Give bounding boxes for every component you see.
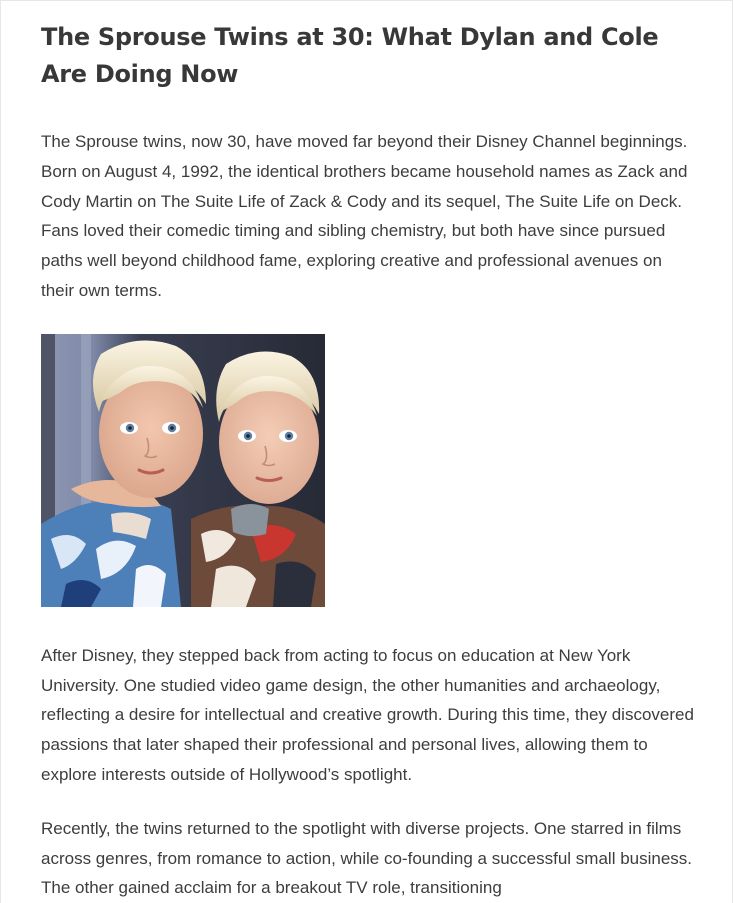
article-paragraph: Recently, the twins returned to the spotlight with diverse projects. One starred in films across genres, from romance to action, while co-founding a successful small business. The other gained acclaim for a breakout TV role, transitioning — [41, 818, 693, 898]
article-photo — [41, 334, 325, 607]
twins-photo-icon — [41, 334, 325, 607]
article-title: The Sprouse Twins at 30: What Dylan and Cole Are Doing Now — [41, 23, 659, 88]
article-paragraph: After Disney, they stepped back from acting to focus on education at New York University. One studied video game design, the other humanities and archaeology, reflecting a desire for intellectual and creative growth. During this time, they discovered passions that later shaped their professional and personal lives, allowing them to explore interests outside of Hollywood’s spotlight. — [41, 645, 694, 784]
article — [41, 19, 699, 903]
article-paragraph: The Sprouse twins, now 30, have moved far beyond their Disney Channel beginnings. Born on August 4, 1992, the identical brothers became household names as Zack and Cody Martin on The Suite Life of Zack & Cody and its sequel, The Suite Life on Deck. Fans loved their comedic timing and sibling chemistry, but both have since pursued paths well beyond childhood fame, exploring creative and professional avenues on their own terms. — [41, 132, 688, 300]
